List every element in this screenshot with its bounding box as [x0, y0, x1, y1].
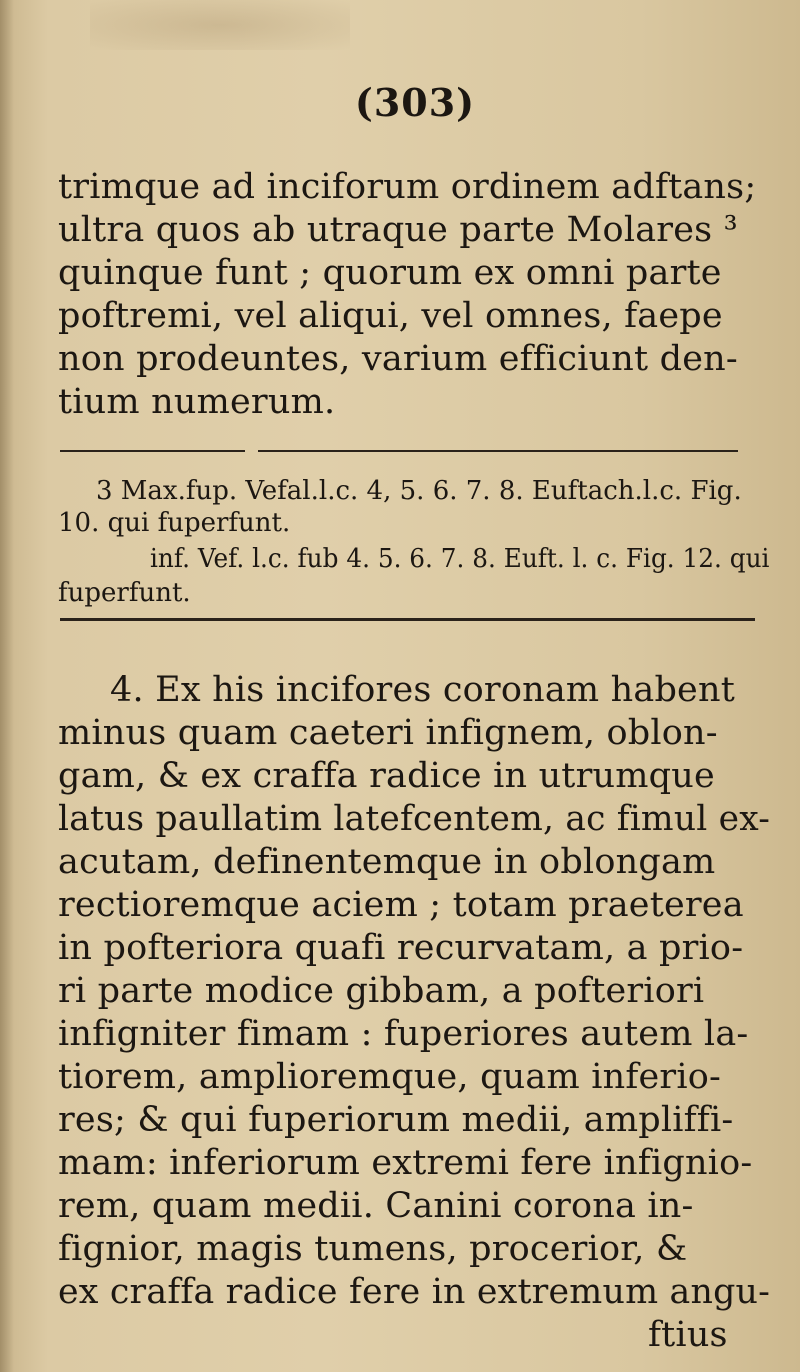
paragraph2-line-2: minus quam caeteri infignem, oblon- — [58, 713, 718, 753]
paper-stain — [90, 0, 350, 50]
footnote-rule-top-right — [258, 450, 738, 452]
paragraph1-line-2: ultra quos ab utraque parte Molares ³ — [58, 210, 738, 250]
paragraph2-line-14: fignior, magis tumens, procerior, & — [58, 1229, 688, 1269]
footnote-rule-bottom — [60, 618, 755, 621]
paragraph2-line-13: rem, quam medii. Canini corona in- — [58, 1186, 694, 1226]
paragraph1-line-4: poftremi, vel aliqui, vel omnes, faepe — [58, 296, 723, 336]
paragraph2-line-11: res; & qui fuperiorum medii, ampliffi- — [58, 1100, 734, 1140]
footnote-line-2: 10. qui fuperfunt. — [58, 508, 291, 538]
paragraph1-line-3: quinque funt ; quorum ex omni parte — [58, 253, 722, 293]
paragraph1-line-5: non prodeuntes, varium efficiunt den- — [58, 339, 738, 379]
paragraph2-line-4: latus paullatim latefcentem, ac fimul ex- — [58, 799, 771, 839]
catchword: ftius — [648, 1315, 728, 1355]
paragraph2-line-5: acutam, definentemque in oblongam — [58, 842, 716, 882]
footnote-line-3: inf. Vef. l.c. fub 4. 5. 6. 7. 8. Euft. l. c. Fig. 12. qui — [150, 544, 770, 574]
paragraph2-line-10: tiorem, amplioremque, quam inferio- — [58, 1057, 722, 1097]
paragraph2-line-1: 4. Ex his incifores coronam habent — [110, 670, 735, 710]
paragraph2-line-8: ri parte modice gibbam, a pofteriori — [58, 971, 705, 1011]
paragraph1-line-6: tium numerum. — [58, 382, 336, 422]
footnote-line-1: 3 Max.fup. Vefal.l.c. 4, 5. 6. 7. 8. Euftach.l.c. Fig. — [96, 476, 742, 506]
footnote-line-4: fuperfunt. — [58, 578, 191, 608]
paragraph2-line-7: in pofteriora quafi recurvatam, a prio- — [58, 928, 744, 968]
footnote-rule-top-left — [60, 450, 245, 452]
paragraph2-line-6: rectioremque aciem ; totam praeterea — [58, 885, 744, 925]
paragraph2-line-9: infigniter fimam : fuperiores autem la- — [58, 1014, 749, 1054]
paragraph2-line-3: gam, & ex craffa radice in utrumque — [58, 756, 715, 796]
paragraph1-line-1: trimque ad inciforum ordinem adftans; — [58, 167, 757, 207]
paragraph2-line-12: mam: inferiorum extremi fere infignio- — [58, 1143, 753, 1183]
page-number: (303) — [354, 80, 476, 125]
paragraph2-line-15: ex craffa radice fere in extremum angu- — [58, 1272, 771, 1312]
page-edge-shadow — [0, 0, 14, 1372]
